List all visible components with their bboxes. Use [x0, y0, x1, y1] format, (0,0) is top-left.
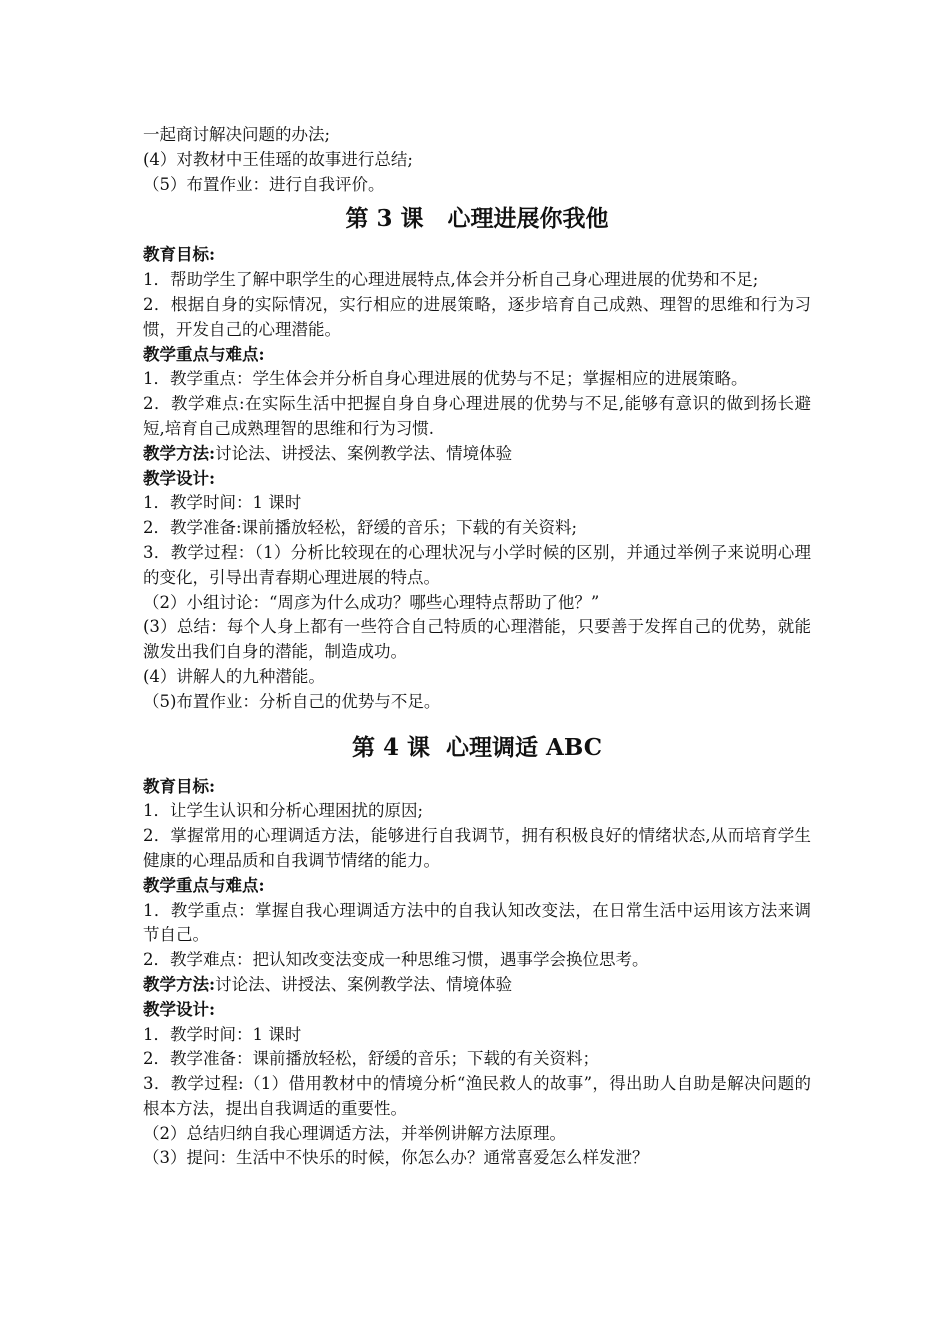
lesson-4-title: 第 4 课 心理调适 ABC [351, 733, 603, 761]
intro-line: (4）对教材中王佳瑶的故事进行总结; [143, 149, 413, 169]
lesson-4-method-text: 讨论法、讲授法、案例教学法、情境体验 [215, 974, 513, 994]
lesson-3-title: 第 3 课 心理进展你我他 [345, 205, 609, 233]
lesson-3-design-6: (4）讲解人的九种潜能。 [143, 666, 325, 686]
lesson-4-key-heading: 教学重点与难点: [143, 875, 265, 895]
document-page [143, 123, 811, 1171]
lesson-4-goal-1: 1．让学生认识和分析心理困扰的原因; [143, 801, 424, 821]
lesson-3-design-heading: 教学设计: [143, 468, 216, 488]
lesson-4-design-5: （3）提问：生活中不快乐的时候，你怎么办？通常喜爱怎么样发泄？ [143, 1148, 649, 1168]
lesson-3-goals-heading: 教育目标: [143, 245, 216, 265]
lesson-4-design-1: 1．教学时间：1 课时 [143, 1024, 302, 1044]
lesson-3-key-heading: 教学重点与难点: [143, 344, 265, 364]
lesson-3-method-text: 讨论法、讲授法、案例教学法、情境体验 [215, 443, 513, 463]
lesson-3-goal-2: 2．根据自身的实际情况，实行相应的进展策略，逐步培育自己成熟、理智的思维和行为习惯，开发自己的心理潜能。 [143, 294, 811, 339]
lesson-3-goal-1: 1．帮助学生了解中职学生的心理进展特点,体会并分析自己身心理进展的优势和不足; [143, 270, 759, 290]
lesson-3-design-1: 1．教学时间：1 课时 [143, 493, 302, 513]
lesson-4-design-4: （2）总结归纳自我心理调适方法，并举例讲解方法原理。 [143, 1123, 566, 1143]
intro-line: （5）布置作业：进行自我评价。 [143, 174, 385, 194]
lesson-3-design-2: 2．教学准备:课前播放轻松，舒缓的音乐；下载的有关资料; [143, 518, 578, 538]
lesson-4-key-1: 1．教学重点：掌握自我心理调适方法中的自我认知改变法，在日常生活中运用该方法来调节自己。 [143, 900, 811, 945]
lesson-3-design-7: （5)布置作业：分析自己的优势与不足。 [143, 691, 441, 711]
lesson-3-design-4: （2）小组讨论：“周彦为什么成功？哪些心理特点帮助了他？” [143, 592, 600, 612]
lesson-4-key-2: 2．教学难点：把认知改变法变成一种思维习惯，遇事学会换位思考。 [143, 950, 649, 970]
lesson-4-method-label: 教学方法: [143, 974, 216, 994]
intro-line: 一起商讨解决问题的办法; [143, 125, 331, 144]
lesson-3-key-1: 1．教学重点：学生体会并分析自身心理进展的优势与不足；掌握相应的进展策略。 [143, 369, 748, 389]
lesson-4-method [143, 973, 811, 998]
lesson-3-design-5: (3）总结：每个人身上都有一些符合自己特质的心理潜能，只要善于发挥自己的优势，就能激发出我们自身的潜能，制造成功。 [143, 617, 811, 662]
lesson-4-goals-heading: 教育目标: [143, 776, 216, 796]
lesson-3-method-label: 教学方法: [143, 443, 216, 463]
lesson-3-design-3: 3．教学过程：（1）分析比较现在的心理状况与小学时候的区别，并通过举例子来说明心理的变化，引导出青春期心理进展的特点。 [143, 542, 811, 587]
lesson-4-design-heading: 教学设计: [143, 999, 216, 1019]
lesson-4-goal-2: 2．掌握常用的心理调适方法，能够进行自我调节，拥有积极良好的情绪状态,从而培育学生健康的心理品质和自我调节情绪的能力。 [143, 826, 811, 870]
lesson-4-design-2: 2．教学准备：课前播放轻松，舒缓的音乐；下载的有关资料； [143, 1049, 599, 1069]
lesson-4-design-3: 3．教学过程:（1）借用教材中的情境分析“渔民救人的故事”，得出助人自助是解决问题的根本方法，提出自我调适的重要性。 [143, 1074, 811, 1118]
lesson-3-key-2: 2．教学难点:在实际生活中把握自身自身心理进展的优势与不足,能够有意识的做到扬长避短,培育自己成熟理智的思维和行为习惯. [143, 394, 811, 438]
lesson-3-method [143, 442, 811, 467]
